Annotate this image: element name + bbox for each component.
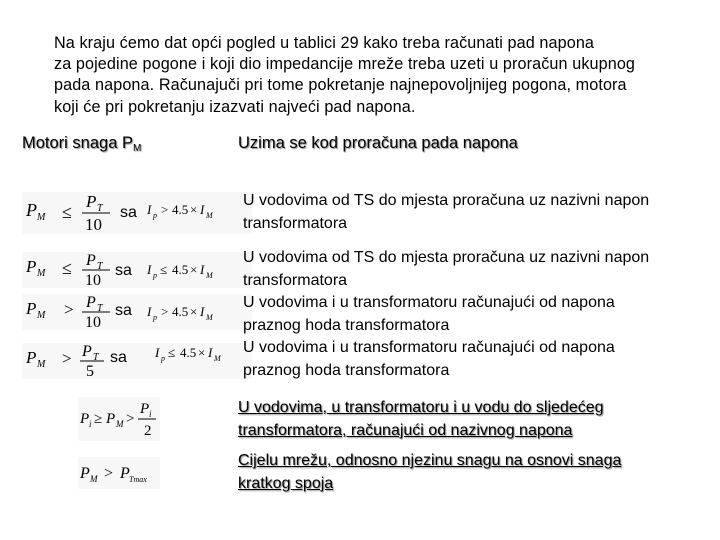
sa-label-row-4: sa	[110, 349, 127, 366]
f5-ge: ≥	[94, 411, 103, 427]
f2-45: 4.5	[172, 262, 189, 277]
f1-pm-sub: M	[37, 212, 46, 223]
intro-line: Na kraju ćemo dat opći pogled u tablici 29 kako treba računati pad napona	[54, 34, 595, 52]
formula-row-3-svg	[22, 294, 252, 330]
f1-times: ×	[190, 202, 198, 217]
formula-row-6-svg	[78, 457, 160, 489]
f1-im: I	[200, 202, 205, 217]
cell-line: praznog hoda transformatora	[243, 361, 450, 379]
f2-ip: I	[147, 262, 152, 277]
formula-row-1-svg	[22, 192, 252, 234]
cell-line: transformatora	[243, 214, 348, 232]
f5-pi2: P	[140, 401, 150, 417]
formula-row-3	[22, 294, 252, 330]
f1-pt: P	[86, 192, 97, 211]
f1-ip: I	[147, 202, 152, 217]
f4-im-sub: M	[214, 354, 221, 363]
f3-gt: >	[64, 300, 74, 319]
f2-im: I	[200, 262, 205, 277]
formula-row-6	[78, 457, 160, 489]
f3-im: I	[200, 304, 205, 319]
intro-line: za pojedine pogone i koji dio impedancije mreže treba uzeti u proračun ukupnog	[54, 55, 636, 74]
f6-pm: P	[80, 465, 90, 482]
formula-row-2	[22, 252, 252, 288]
f6-pm-sub: M	[90, 474, 98, 484]
f1-gt: >	[161, 202, 169, 217]
f3-ip: I	[147, 304, 152, 319]
f3-pt-sub: T	[97, 303, 103, 314]
f2-le: ≤	[62, 258, 72, 278]
f1-le: ≤	[62, 202, 72, 222]
f4-pt: P	[82, 343, 92, 360]
header-voltage-drop: Uzima se kod proračuna pada napona	[238, 134, 518, 152]
formula-row-1	[22, 192, 252, 234]
f2-im-sub: M	[206, 271, 213, 280]
cell-row-2	[243, 247, 649, 383]
f6-gt: >	[104, 465, 114, 482]
f3-ip-sub: p	[153, 313, 157, 322]
sa-label-row-2: sa	[115, 262, 132, 279]
f3-pm: P	[26, 299, 37, 318]
f4-im: I	[208, 345, 213, 360]
f4-ip: I	[155, 345, 160, 360]
formula-row-4-svg	[22, 343, 252, 379]
f2-pt: P	[86, 252, 96, 269]
header-motor-power-text: Motori snaga P	[22, 134, 133, 152]
cell-line: U vodovima i u transformatoru računajući od napona	[243, 339, 615, 357]
f4-pm: P	[26, 348, 37, 367]
intro-paragraph	[54, 33, 704, 118]
formula-row-4	[22, 343, 252, 379]
f4-times: ×	[198, 345, 206, 360]
f3-im-sub: M	[206, 313, 213, 322]
f2-ip-sub: p	[153, 271, 157, 280]
cell-line: Cijelu mrežu, odnosno njezinu snagu na osnovi snaga	[238, 452, 622, 469]
cell-row-3	[238, 397, 604, 442]
f5-gt: >	[126, 411, 135, 427]
sa-label-row-1: sa	[120, 204, 137, 221]
f5-pm-sub: M	[116, 419, 124, 429]
f6-pt-sub: Tmax	[129, 475, 147, 484]
f2-10: 10	[85, 272, 101, 288]
f2-pm-sub: M	[37, 268, 46, 279]
f4-45: 4.5	[180, 345, 197, 360]
f2-le2: ≤	[160, 262, 168, 277]
cell-line: U vodovima od TS do mjesta proračuna uz nazivni napon	[243, 192, 650, 209]
cell-line: kratkog spoja	[238, 474, 334, 492]
f4-pm-sub: M	[37, 359, 46, 370]
f3-pm-sub: M	[37, 310, 46, 321]
f4-le: ≤	[168, 345, 176, 360]
f2-pt-sub: T	[97, 261, 103, 272]
cell-line: transformatora, računajući od nazivnog napona	[238, 421, 573, 439]
cell-line: U vodovima, u transformatoru i u vodu do sljedećeg	[238, 399, 604, 416]
intro-line: pada napona. Računajuči pri tome pokretanje najnepovoljnijeg pogona, motora	[54, 76, 627, 95]
cell-line: U vodovima od TS do mjesta proračuna uz nazivni napon	[243, 249, 650, 266]
header-motor-power-sub: M	[132, 143, 142, 154]
f6-pt: P	[120, 465, 130, 482]
header-motor-power	[22, 133, 141, 159]
f3-10: 10	[85, 314, 101, 330]
f4-ip-sub: p	[161, 354, 165, 363]
f3-times: ×	[190, 304, 198, 319]
f5-pi2-sub: i	[149, 409, 152, 419]
f5-pm: P	[106, 411, 116, 427]
f1-pm: P	[26, 200, 37, 220]
intro-line: koji će pri pokretanju izazvati najveći pad napona.	[54, 97, 416, 116]
cell-line: transformatora	[243, 271, 348, 289]
cell-line: U vodovima i u transformatoru računajući od napona	[243, 294, 615, 312]
f3-gt2: >	[161, 304, 169, 319]
f2-times: ×	[190, 262, 198, 277]
f4-pt-sub: T	[93, 352, 99, 363]
f5-2: 2	[144, 423, 152, 439]
f3-pt: P	[86, 294, 96, 311]
sa-label-row-3: sa	[115, 302, 132, 319]
f1-45: 4.5	[172, 202, 189, 217]
f1-pt-sub: T	[97, 203, 103, 214]
f1-10: 10	[85, 215, 102, 234]
f4-5: 5	[86, 363, 94, 379]
f1-im-sub: M	[206, 211, 213, 220]
f5-pi: P	[80, 411, 90, 427]
formula-row-5-svg	[78, 397, 160, 441]
f4-gt: >	[62, 349, 72, 368]
cell-row-1	[243, 190, 649, 235]
formula-row-5	[78, 397, 160, 441]
cell-line: praznog hoda transformatora	[243, 316, 450, 334]
cell-row-4	[238, 450, 621, 495]
f5-pi-sub: i	[89, 419, 92, 429]
f2-pm: P	[26, 257, 37, 276]
f1-ip-sub: p	[153, 211, 157, 220]
formula-row-2-svg	[22, 252, 252, 288]
f3-45: 4.5	[172, 304, 189, 319]
